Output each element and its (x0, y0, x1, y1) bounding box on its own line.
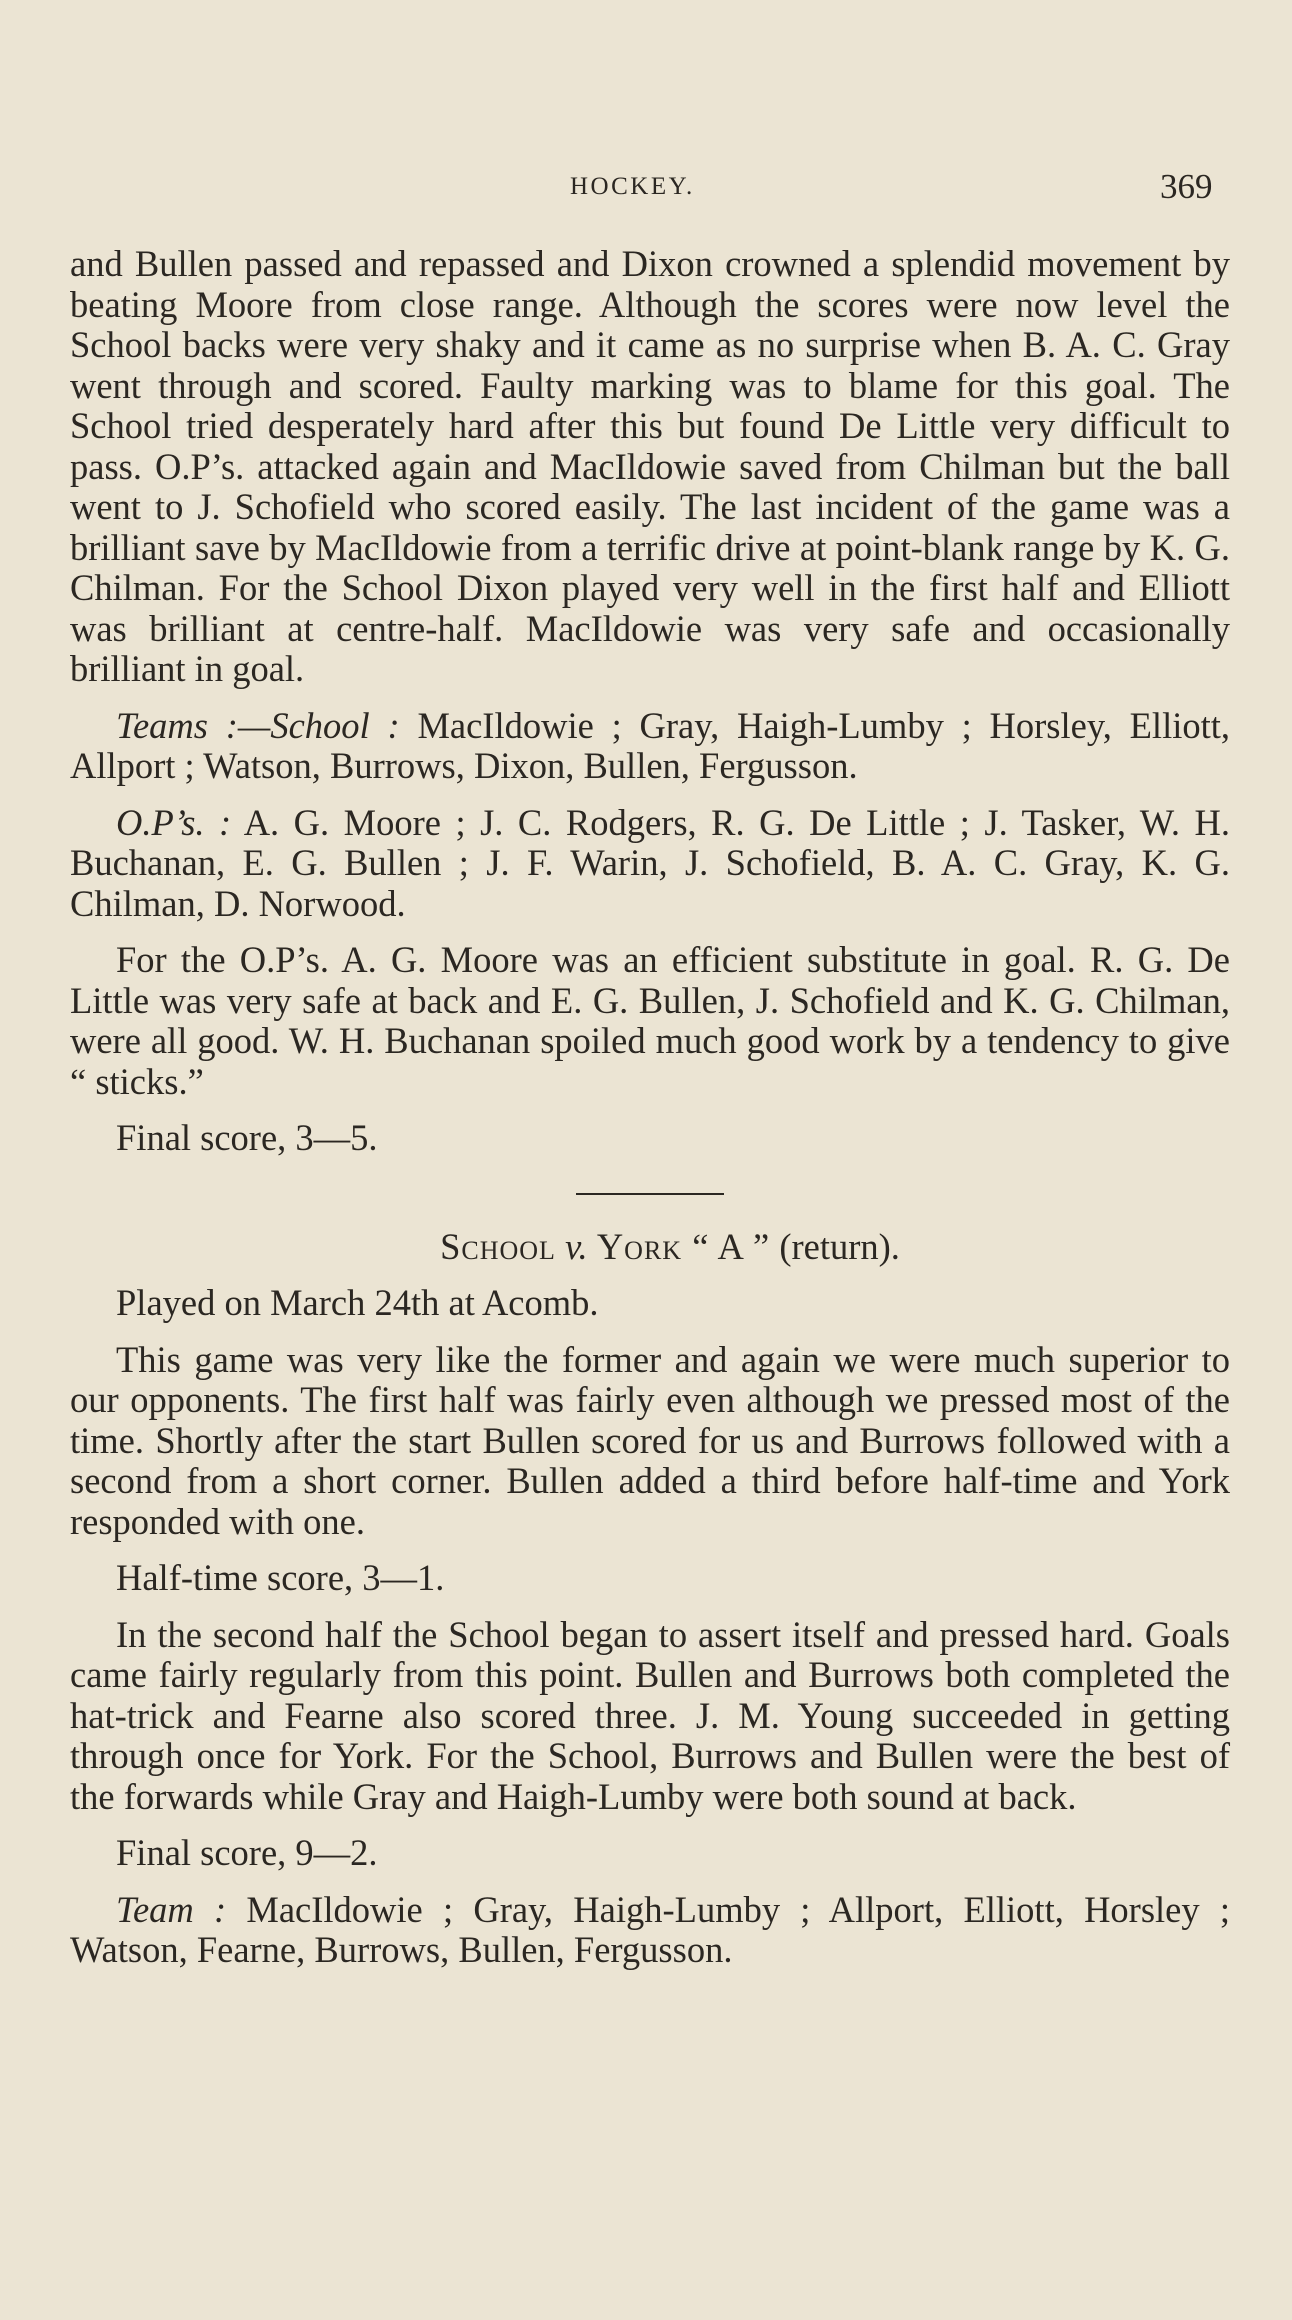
page-body (70, 244, 1230, 1987)
continuation-paragraph: and Bullen passed and repassed and Dixon crowned a splendid movement by beating Moore from close range. Although the scores were now level the School backs were very shaky and it came as no surprise when B. A. C. Gray went through and scored. Faulty marking was to blame for this goal. The School tried desperately hard after this but found De Little very difficult to pass. O.P’s. attacked again and MacIldowie saved from Chilman but the ball went to J. Schofield who scored easily. The last incident of the game was a brilliant save by MacIldowie from a terrific drive at point-blank range by K. G. Chilman. For the School Dixon played very well in the first half and Elliott was brilliant at centre-half. MacIldowie was very safe and occasionally brilliant in goal. (70, 243, 1230, 689)
second-half-paragraph: In the second half the School began to assert itself and pressed hard. Goals came fairly regularly from this point. Bullen and Burrows both completed the hat-trick and Fearne also scored three. J. M. Young succeeded in getting through once for York. For the School, Burrows and Bullen were the best of the forwards while Gray and Haigh-Lumby were both sound at back. (70, 1613, 1230, 1817)
running-title: HOCKEY. (570, 173, 695, 200)
teams-ops-list: A. G. Moore ; J. C. Rodgers, R. G. De Little ; J. Tasker, W. H. Buchanan, E. G. Bullen ; J. F. Warin, J. Schofield, B. A. C. Gray, K. G. Chilman, D. Norwood. (70, 801, 1230, 924)
section-divider (576, 1193, 724, 1195)
team-school-return-paragraph (70, 1890, 1230, 1971)
teams-school-paragraph (70, 706, 1230, 787)
half-time-score: Half-time score, 3—1. (116, 1557, 445, 1598)
running-head (0, 167, 1292, 213)
match-heading-note: (return). (779, 1225, 900, 1267)
final-score-first-match: Final score, 3—5. (116, 1117, 378, 1158)
match-heading (70, 1227, 1230, 1268)
first-half-paragraph: This game was very like the former and again we were much superior to our opponents. The first half was fairly even although we pressed most of the time. Shortly after the start Bullen scored for us and Burrows followed with a second from a short corner. Bullen added a third before half-time and York responded with one. (70, 1338, 1230, 1542)
team-return-list: MacIldowie ; Gray, Haigh-Lumby ; Allport, Elliott, Horsley ; Watson, Fearne, Burrows, Bullen, Fergusson. (70, 1888, 1230, 1970)
page-number: 369 (1160, 167, 1213, 206)
teams-ops-label: O.P’s. : (116, 801, 232, 843)
match-heading-versus: v. (565, 1225, 588, 1267)
played-on-line: Played on March 24th at Acomb. (116, 1282, 599, 1323)
ops-comment-paragraph: For the O.P’s. A. G. Moore was an efficient substitute in goal. R. G. De Little was very safe at back and E. G. Bullen, J. Schofield and K. G. Chilman, were all good. W. H. Buchanan spoiled much good work by a tendency to give “ sticks.” (70, 939, 1230, 1102)
team-return-label: Team : (116, 1888, 227, 1930)
teams-ops-paragraph (70, 803, 1230, 925)
teams-school-list: MacIldowie ; Gray, Haigh-Lumby ; Horsley, Elliott, Allport ; Watson, Burrows, Dixon, Bullen, Fergusson. (70, 704, 1231, 786)
teams-school-label: Teams :—School : (116, 704, 400, 746)
final-score-second-match: Final score, 9—2. (116, 1832, 378, 1873)
match-heading-school: School (440, 1225, 556, 1267)
match-heading-opponent: York “ A ” (596, 1225, 771, 1267)
